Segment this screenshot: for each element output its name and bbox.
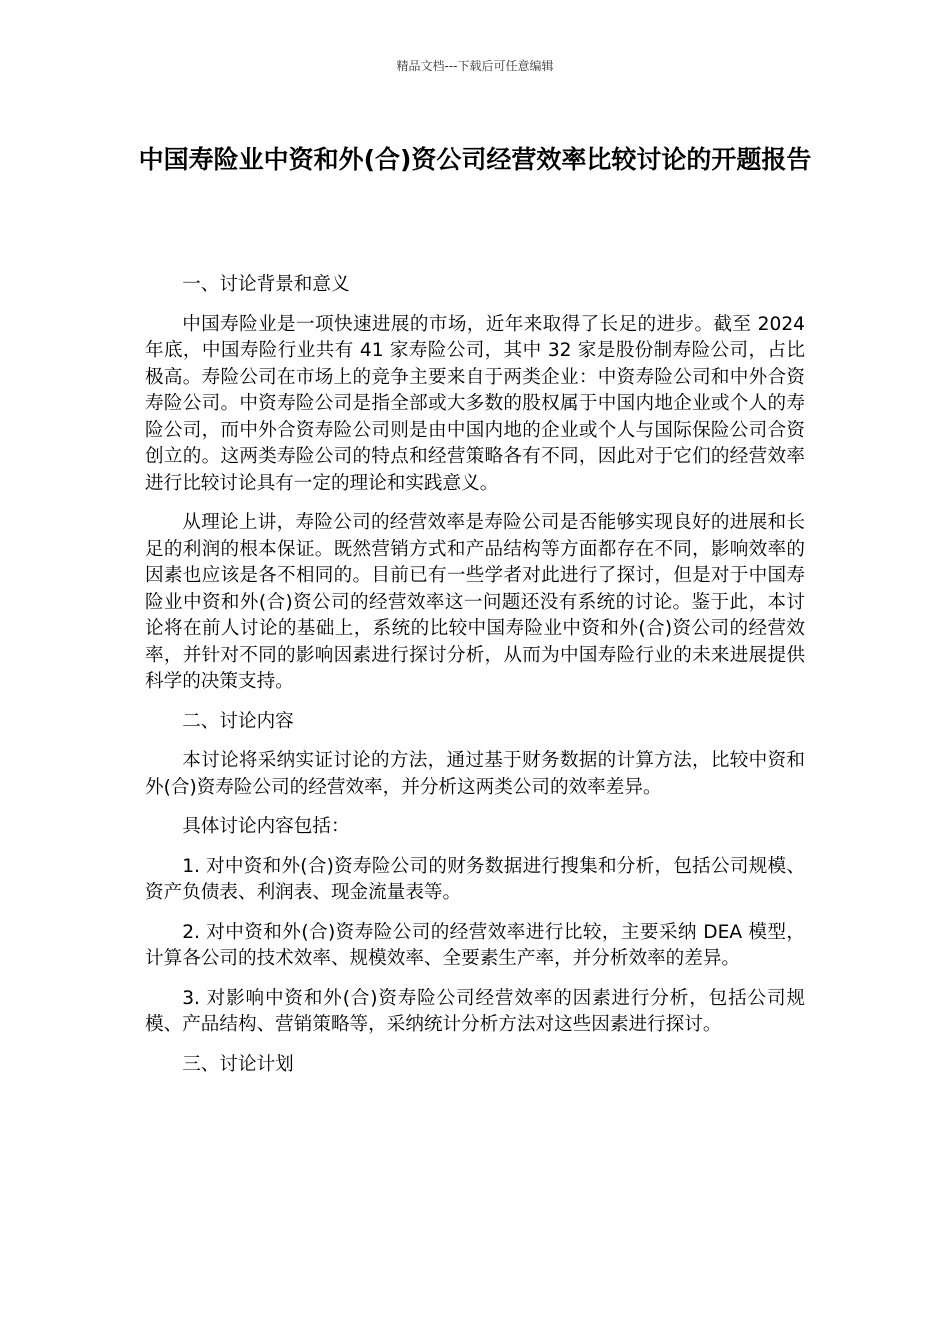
paragraph-background-2: 从理论上讲，寿险公司的经营效率是寿险公司是否能够实现良好的进展和长足的利润的根本保证。既然营销方式和产品结构等方面都存在不同，影响效率的因素也应该是各不相同的。目前已有一些学者对此进行了探讨，但是对于中国寿险业中资和外(合)资公司的经营效率这一问题还没有系统的讨论。鉴于此，本讨论将在前人讨论的基础上，系统的比较中国寿险业中资和外(合)资公司的经营效率，并针对不同的影响因素进行探讨分析，从而为中国寿险行业的未来进展提供科学的决策支持。 xyxy=(145,512,805,692)
list-item-3: 3. 对影响中资和外(合)资寿险公司经营效率的因素进行分析，包括公司规模、产品结构、营销策略等，采纳统计分析方法对这些因素进行探讨。 xyxy=(145,987,805,1035)
paragraph-content-intro: 本讨论将采纳实证讨论的方法，通过基于财务数据的计算方法，比较中资和外(合)资寿险公司的经营效率，并分析这两类公司的效率差异。 xyxy=(145,750,805,798)
paragraph-background-1: 中国寿险业是一项快速进展的市场，近年来取得了长足的进步。截至 2024 年底，中国寿险行业共有 41 家寿险公司，其中 32 家是股份制寿险公司，占比极高。寿险公司在市场上的竞争主要来自于两类企业：中资寿险公司和中外合资寿险公司。中资寿险公司是指全部或大多数的股权属于中国内地企业或个人的寿险公司，而中外合资寿险公司则是由中国内地的企业或个人与国际保险公司合资创立的。这两类寿险公司的特点和经营策略各有不同，因此对于它们的经营效率进行比较讨论具有一定的理论和实践意义。 xyxy=(145,313,805,494)
section-heading-background: 一、讨论背景和意义 xyxy=(182,274,350,295)
document-body xyxy=(145,272,805,1091)
section-heading-content: 二、讨论内容 xyxy=(182,710,294,732)
section-heading-plan: 三、讨论计划 xyxy=(182,1053,294,1075)
paragraph-content-lead: 具体讨论内容包括： xyxy=(182,816,350,837)
header-note: 精品文档---下载后可任意编辑 xyxy=(396,59,554,73)
document-title: 中国寿险业中资和外(合)资公司经营效率比较讨论的开题报告 xyxy=(138,145,812,174)
list-item-2: 2. 对中资和外(合)资寿险公司的经营效率进行比较，主要采纳 DEA 模型，计算各公司的技术效率、规模效率、全要素生产率，并分析效率的差异。 xyxy=(145,921,805,969)
list-item-1: 1. 对中资和外(合)资寿险公司的财务数据进行搜集和分析，包括公司规模、资产负债表、利润表、现金流量表等。 xyxy=(145,855,805,903)
